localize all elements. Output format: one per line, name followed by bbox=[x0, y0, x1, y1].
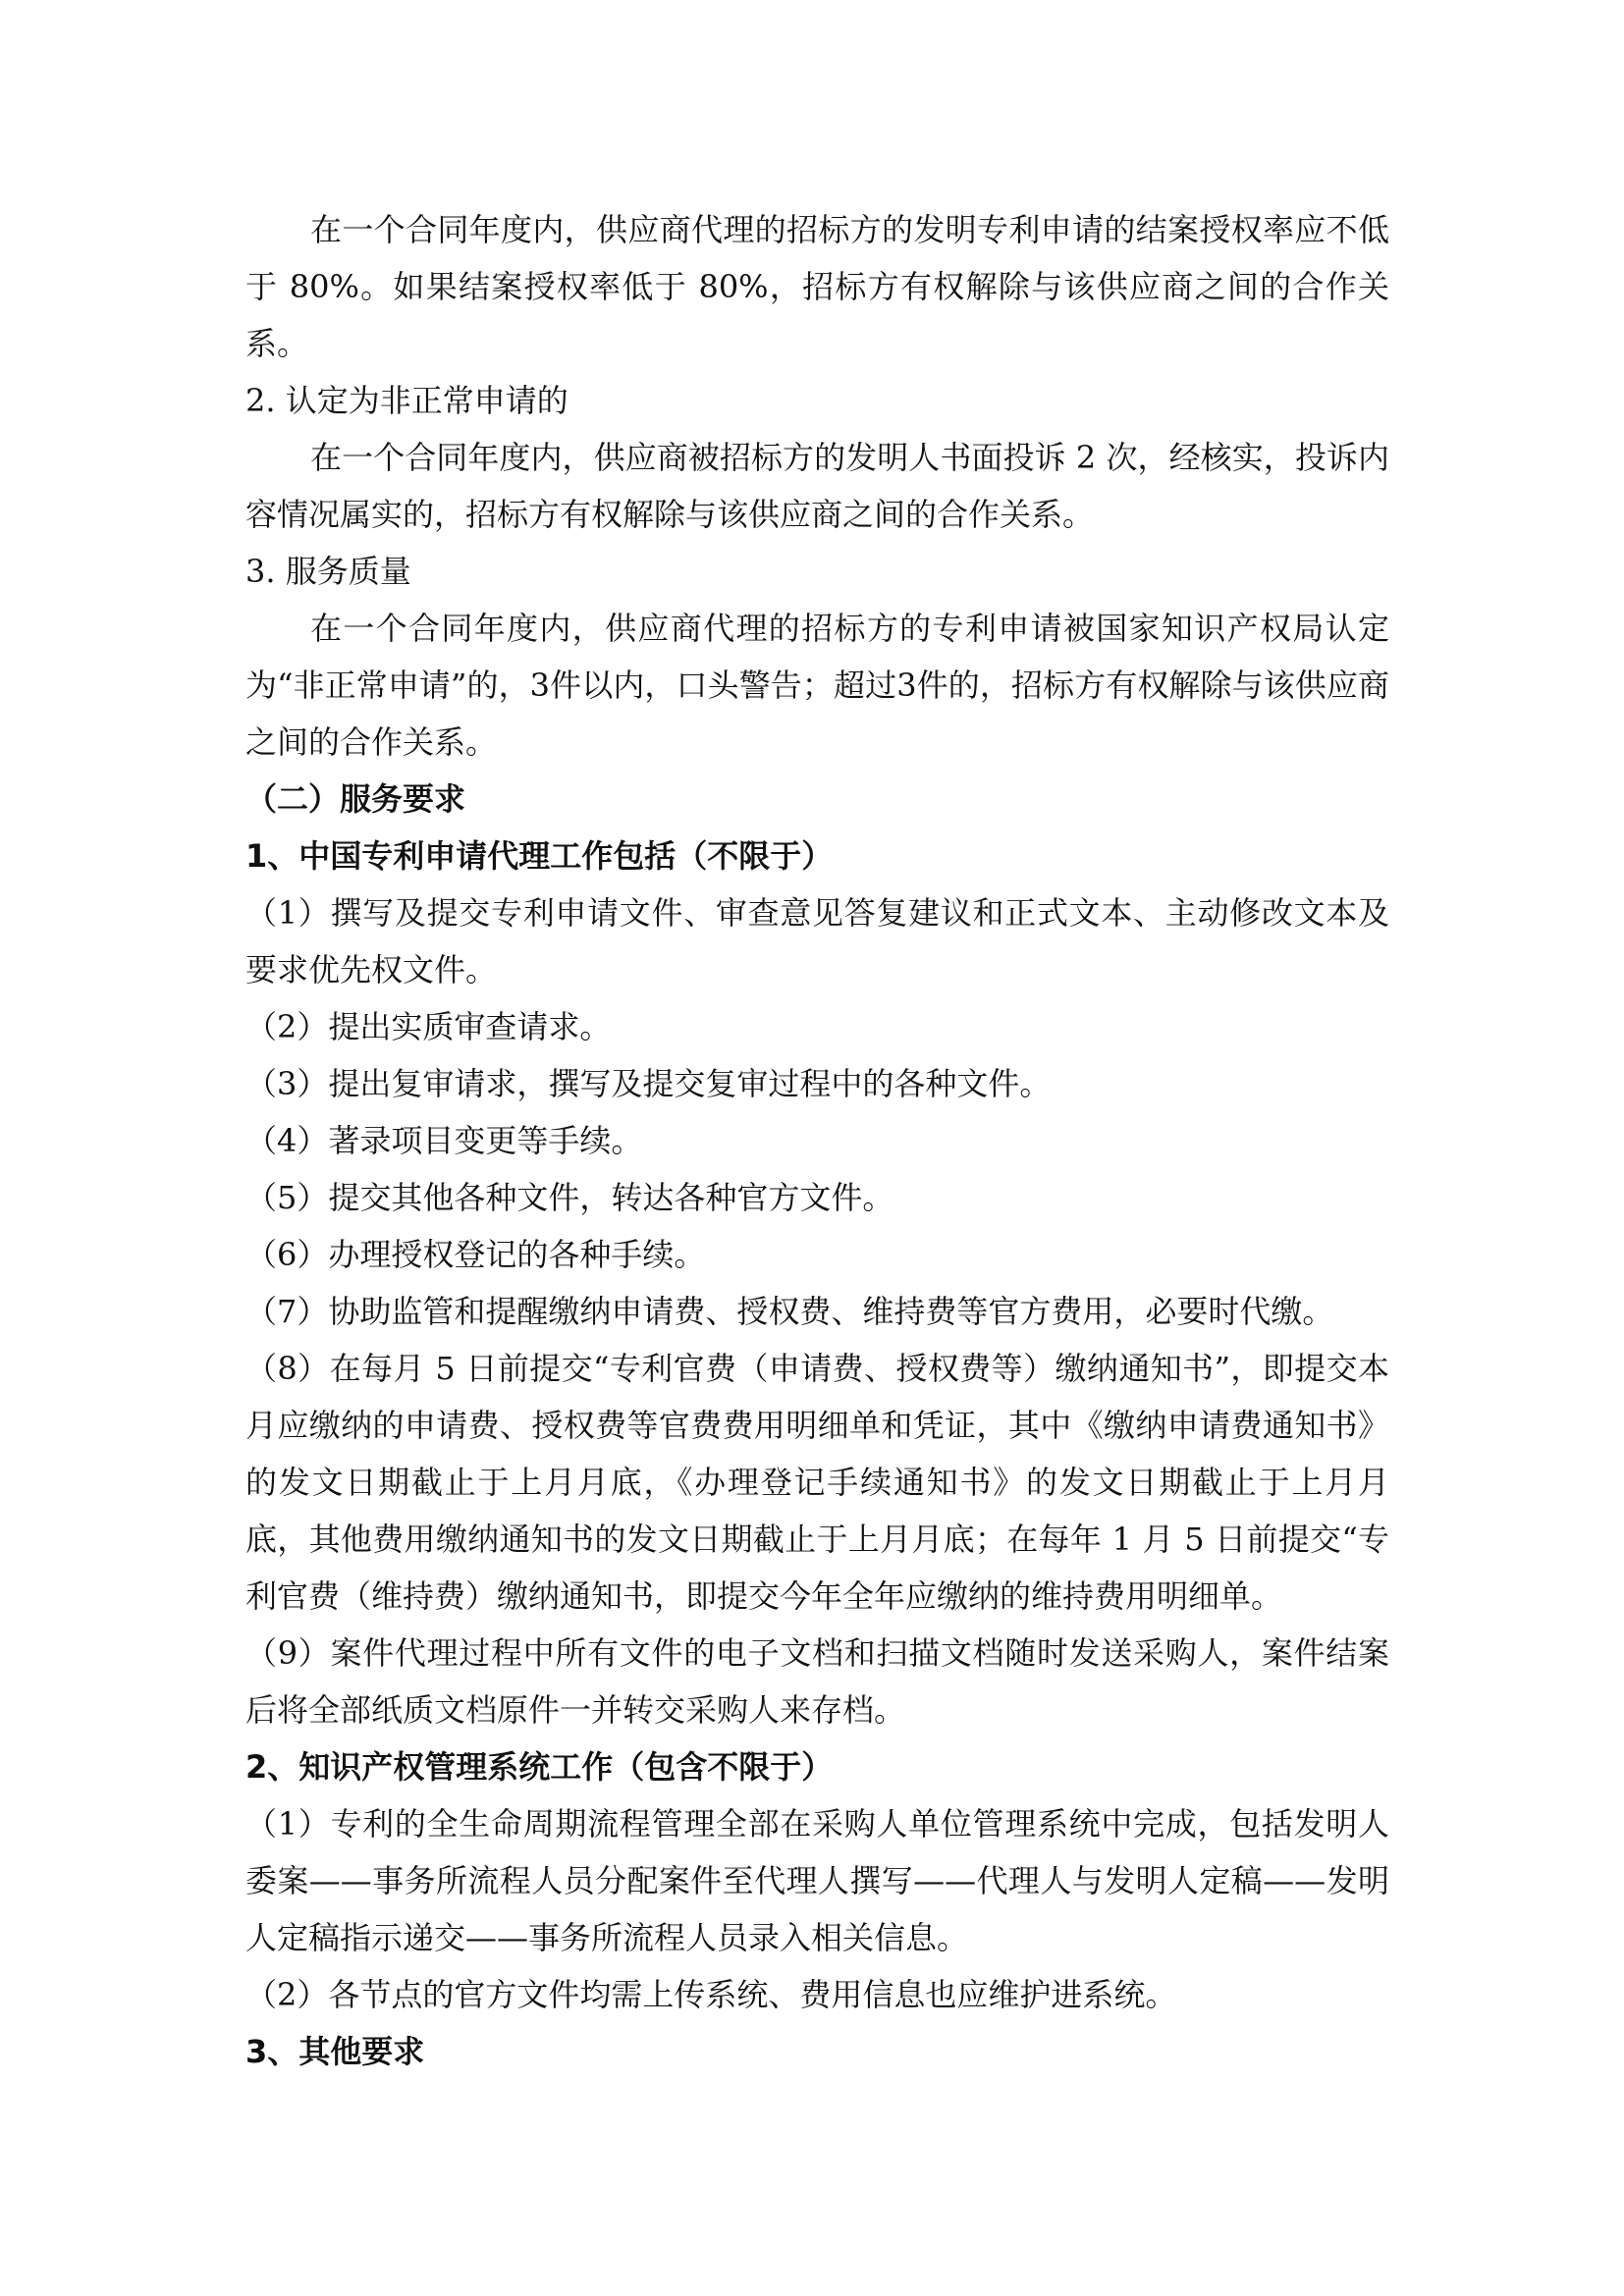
paragraph-authorization-rate: 在一个合同年度内，供应商代理的招标方的发明专利申请的结案授权率应不低于 80%。如果结案授权率低于 80%，招标方有权解除与该供应商之间的合作关系。 bbox=[245, 211, 1389, 362]
section-heading-service-requirements: （二）服务要求 bbox=[245, 780, 466, 818]
list-item: （8）在每月 5 日前提交“专利官费（申请费、授权费等）缴纳通知书”，即提交本月应缴纳的申请费、授权费等官费费用明细单和凭证，其中《缴纳申请费通知书》的发文日期截止于上月月底，《办理登记手续通知书》的发文日期截止于上月月底，其他费用缴纳通知书的发文日期截止于上月月底；在每年 1 月 5 日前提交“专利官费（维持费）缴纳通知书，即提交今年全年应缴纳的维持费用明细单。 bbox=[245, 1350, 1389, 1615]
list-item: （2）各节点的官方文件均需上传系统、费用信息也应维护进系统。 bbox=[245, 1976, 1177, 2013]
list-item: （7）协助监管和提醒缴纳申请费、授权费、维持费等官方费用，必要时代缴。 bbox=[245, 1293, 1334, 1330]
list-item: （3）提出复审请求，撰写及提交复审过程中的各种文件。 bbox=[245, 1065, 1052, 1102]
list-item: （4）著录项目变更等手续。 bbox=[245, 1122, 643, 1159]
list-item: （1）撰写及提交专利申请文件、审查意见答复建议和正式文本、主动修改文本及要求优先权文件。 bbox=[245, 894, 1389, 988]
list-item: （5）提交其他各种文件，转达各种官方文件。 bbox=[245, 1179, 894, 1216]
paragraph-complaints: 在一个合同年度内，供应商被招标方的发明人书面投诉 2 次，经核实，投诉内容情况属实的，招标方有权解除与该供应商之间的合作关系。 bbox=[245, 439, 1389, 533]
list-item: （6）办理授权登记的各种手续。 bbox=[245, 1236, 706, 1273]
list-item: （9）案件代理过程中所有文件的电子文档和扫描文档随时发送采购人，案件结案后将全部纸质文档原件一并转交采购人来存档。 bbox=[245, 1634, 1389, 1729]
paragraph-abnormal-warning: 在一个合同年度内，供应商代理的招标方的专利申请被国家知识产权局认定为“非正常申请”的，3件以内，口头警告；超过3件的，招标方有权解除与该供应商之间的合作关系。 bbox=[245, 610, 1389, 761]
list-item: （2）提出实质审查请求。 bbox=[245, 1008, 612, 1045]
list-item: （1）专利的全生命周期流程管理全部在采购人单位管理系统中完成，包括发明人委案——事务所流程人员分配案件至代理人撰写——代理人与发明人定稿——发明人定稿指示递交——事务所流程人员录入相关信息。 bbox=[245, 1805, 1389, 1956]
heading-china-patent-agency: 1、中国专利申请代理工作包括（不限于） bbox=[245, 837, 834, 875]
clause-service-quality: 3. 服务质量 bbox=[245, 553, 411, 590]
document-body bbox=[245, 201, 1389, 2080]
heading-other-requirements: 3、其他要求 bbox=[245, 2033, 425, 2070]
clause-abnormal-application: 2. 认定为非正常申请的 bbox=[245, 382, 568, 419]
heading-ip-management-system: 2、知识产权管理系统工作（包含不限于） bbox=[245, 1748, 834, 1786]
